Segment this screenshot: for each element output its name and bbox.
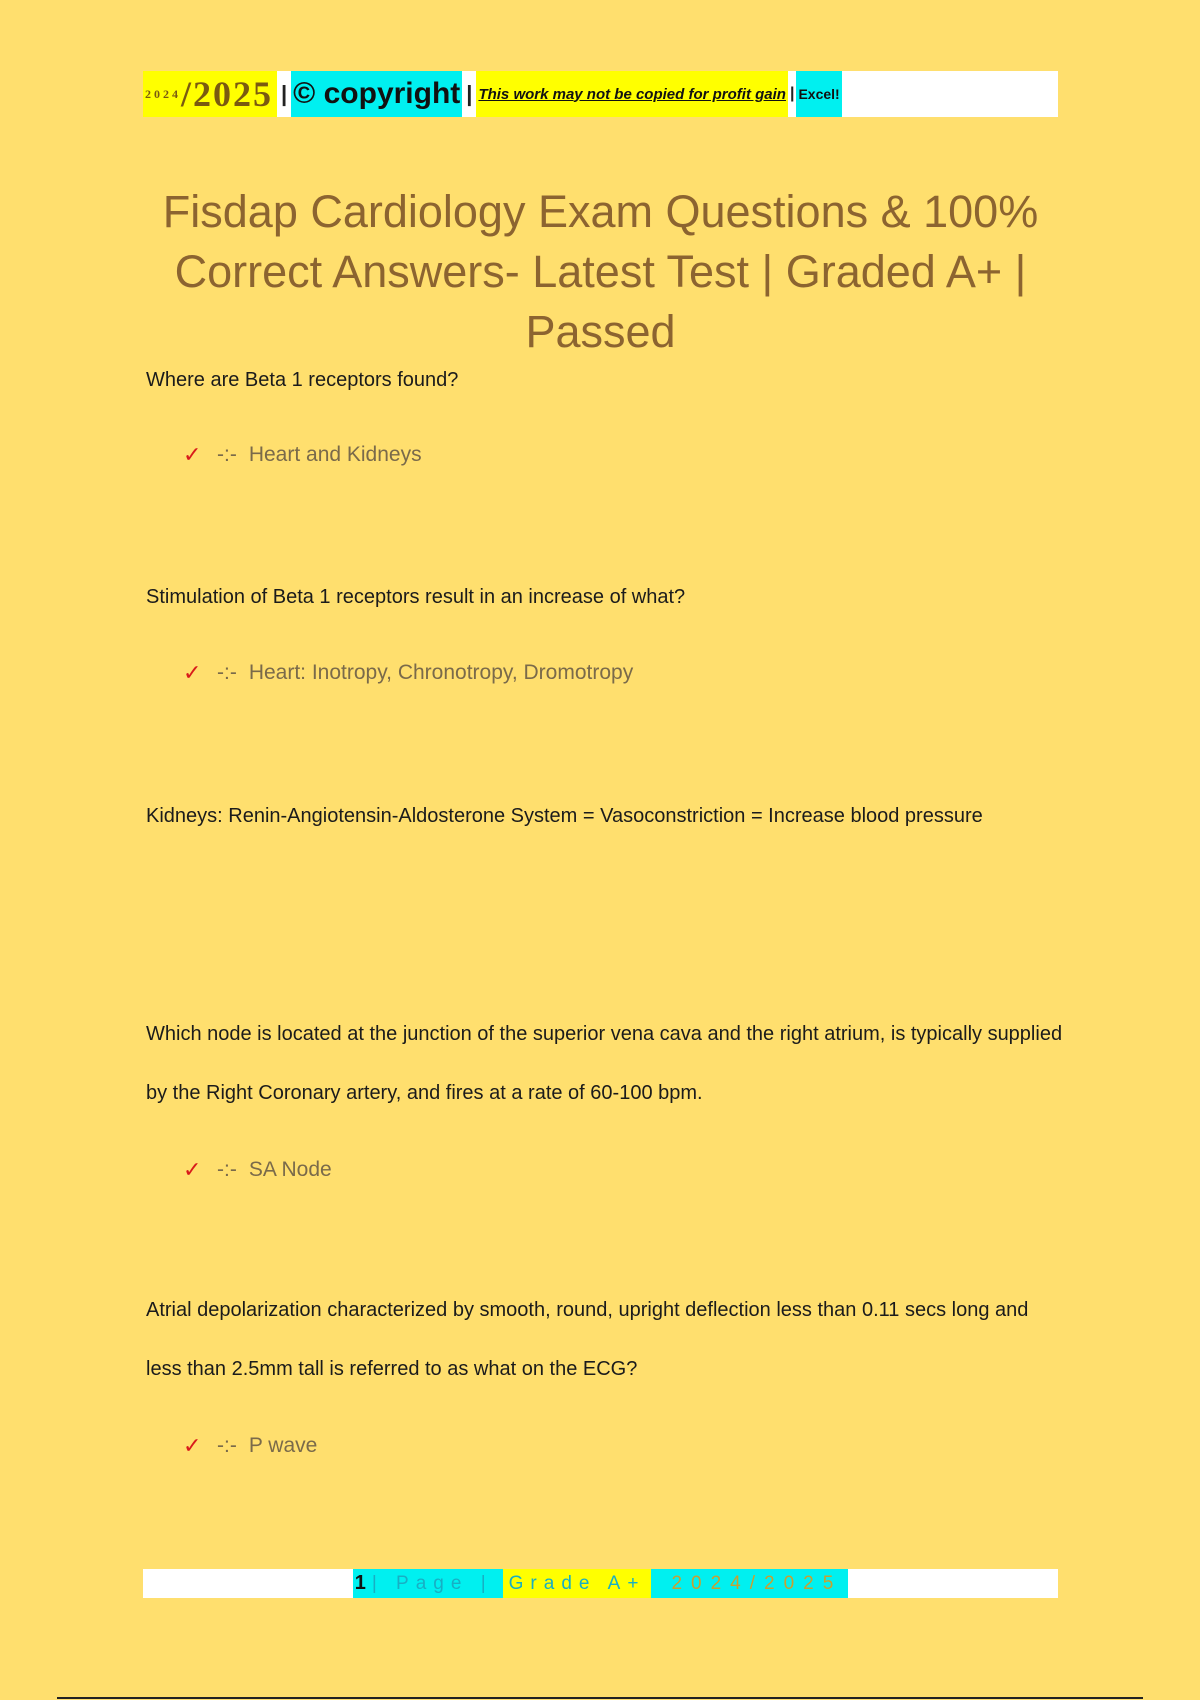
question-text: Stimulation of Beta 1 receptors result in an increase of what? [146, 586, 686, 608]
answer-item [183, 1433, 317, 1459]
answer-text: Heart and Kidneys [248, 443, 422, 466]
page-label: | Page | [368, 1569, 503, 1598]
answer-detail-text: Kidneys: Renin-Angiotensin-Aldosterone System = Vasoconstriction = Increase blood pressure [146, 805, 983, 827]
checkmark-icon: ✓ [183, 442, 202, 467]
page-number: 1 [353, 1569, 368, 1598]
header-banner [143, 71, 1058, 117]
answer-item [183, 660, 633, 686]
question-text: Where are Beta 1 receptors found? [146, 369, 459, 391]
answer-item [183, 442, 422, 468]
question-text: Which node is located at the junction of the superior vena cava and the right atrium, is typically supplied by the Right Coronary artery, and fires at a rate of 60-100 bpm. [146, 1023, 1063, 1104]
header-copyright: © copyright [291, 71, 462, 117]
answer-prefix: -:- [217, 1434, 237, 1457]
checkmark-icon: ✓ [183, 1433, 202, 1458]
answer-prefix: -:- [217, 443, 237, 466]
header-separator: | [789, 85, 795, 102]
checkmark-icon: ✓ [183, 660, 202, 685]
answer-item [183, 1157, 332, 1183]
answer-prefix: -:- [217, 661, 237, 684]
answer-text: P wave [248, 1434, 318, 1457]
header-separator: | [466, 81, 473, 106]
footer-year: 2024/2025 [651, 1569, 848, 1598]
answer-text: Heart: Inotropy, Chronotropy, Dromotropy [248, 661, 634, 684]
header-year-big: /2025 [181, 74, 274, 114]
document-title: Fisdap Cardiology Exam Questions & 100% Correct Answers- Latest Test | Graded A+ | Passed [162, 186, 1039, 357]
header-notice: This work may not be copied for profit gain [476, 71, 788, 117]
answer-prefix: -:- [217, 1158, 237, 1181]
question-text: Atrial depolarization characterized by smooth, round, upright deflection less than 0.11 secs long and less than 2.5mm tall is referred to as what on the ECG? [146, 1299, 1029, 1380]
checkmark-icon: ✓ [183, 1157, 202, 1182]
answer-text: SA Node [248, 1158, 332, 1181]
header-separator: | [281, 81, 288, 106]
header-year-small: 2024 [145, 86, 181, 101]
header-excel: Excel! [796, 71, 841, 117]
bottom-divider [57, 1697, 1143, 1699]
grade-label: Grade A+ [503, 1569, 652, 1598]
footer-banner [143, 1569, 1058, 1598]
header-year [143, 71, 277, 117]
